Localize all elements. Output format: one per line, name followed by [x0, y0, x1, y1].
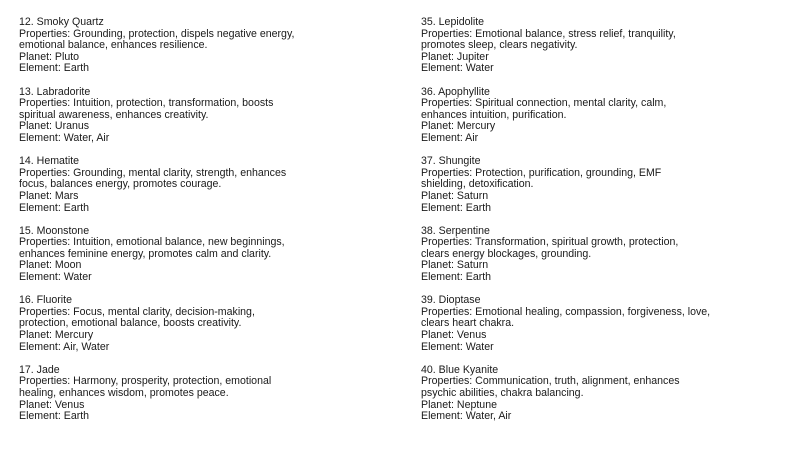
crystal-element: Element: Water, Air: [19, 131, 110, 144]
crystal-planet: Planet: Uranus: [19, 120, 90, 133]
crystal-entry-fluorite: [19, 295, 389, 353]
crystal-element: Element: Water: [421, 62, 494, 75]
crystal-properties: Properties: Grounding, protection, dispels negative energy,: [19, 27, 295, 40]
crystal-title: 38. Serpentine: [421, 224, 490, 237]
crystal-properties: Properties: Transformation, spiritual growth, protection,: [421, 236, 679, 249]
crystal-planet: Planet: Neptune: [421, 398, 497, 411]
left-column: [19, 17, 389, 434]
crystal-properties: clears energy blockages, grounding.: [421, 247, 592, 260]
crystal-planet: Planet: Saturn: [421, 259, 489, 272]
crystal-properties: Properties: Emotional healing, compassion, forgiveness, love,: [421, 305, 711, 318]
crystal-planet: Planet: Saturn: [421, 189, 489, 202]
crystal-properties: promotes sleep, clears negativity.: [421, 39, 578, 52]
crystal-title: 40. Blue Kyanite: [421, 363, 499, 376]
crystal-element: Element: Water: [421, 340, 494, 353]
crystal-properties: Properties: Grounding, mental clarity, strength, enhances: [19, 166, 287, 179]
crystal-properties: emotional balance, enhances resilience.: [19, 39, 208, 52]
crystal-element: Element: Earth: [19, 201, 90, 214]
crystal-properties: Properties: Harmony, prosperity, protection, emotional: [19, 375, 272, 388]
crystal-properties: enhances intuition, purification.: [421, 108, 567, 121]
crystal-properties: Properties: Intuition, protection, transformation, boosts: [19, 97, 274, 110]
crystal-title: 39. Dioptase: [421, 294, 481, 307]
crystal-entry-smoky-quartz: [19, 17, 389, 75]
crystal-title: 15. Moonstone: [19, 224, 90, 237]
crystal-properties: Properties: Communication, truth, alignment, enhances: [421, 375, 680, 388]
crystal-properties: Properties: Spiritual connection, mental clarity, calm,: [421, 97, 667, 110]
crystal-properties: Properties: Emotional balance, stress relief, tranquility,: [421, 27, 676, 40]
crystal-element: Element: Earth: [421, 271, 492, 284]
crystal-properties: protection, emotional balance, boosts creativity.: [19, 317, 242, 330]
crystal-properties: shielding, detoxification.: [421, 178, 534, 191]
crystal-element: Element: Air: [421, 131, 479, 144]
crystal-properties: spiritual awareness, enhances creativity.: [19, 108, 209, 121]
crystal-element: Element: Earth: [421, 201, 492, 214]
right-column: [421, 17, 791, 434]
crystal-title: 36. Apophyllite: [421, 85, 490, 98]
crystal-title: 17. Jade: [19, 363, 60, 376]
crystal-element: Element: Earth: [19, 410, 90, 423]
crystal-properties: focus, balances energy, promotes courage.: [19, 178, 222, 191]
crystal-planet: Planet: Mercury: [421, 120, 496, 133]
crystal-properties: psychic abilities, chakra balancing.: [421, 387, 584, 399]
crystal-entry-hematite: [19, 156, 389, 214]
crystal-properties: healing, enhances wisdom, promotes peace.: [19, 387, 229, 399]
crystal-planet: Planet: Venus: [19, 398, 85, 411]
crystal-planet: Planet: Venus: [421, 329, 487, 342]
crystal-entry-apophyllite: [421, 87, 791, 145]
crystal-title: 37. Shungite: [421, 155, 481, 168]
crystal-planet: Planet: Mercury: [19, 329, 94, 342]
crystal-entry-dioptase: [421, 295, 791, 353]
crystal-element: Element: Earth: [19, 62, 90, 75]
crystal-element: Element: Water, Air: [421, 410, 512, 423]
crystal-properties: Properties: Focus, mental clarity, decision-making,: [19, 305, 255, 318]
crystal-entry-blue-kyanite: [421, 365, 791, 423]
crystal-entry-labradorite: [19, 87, 389, 145]
crystal-properties: Properties: Protection, purification, grounding, EMF: [421, 166, 662, 179]
crystal-entry-lepidolite: [421, 17, 791, 75]
crystal-planet: Planet: Mars: [19, 189, 79, 202]
crystal-title: 14. Hematite: [19, 155, 80, 168]
crystal-entry-moonstone: [19, 226, 389, 284]
crystal-element: Element: Water: [19, 271, 92, 284]
crystal-properties: clears heart chakra.: [421, 317, 515, 330]
crystal-entry-jade: [19, 365, 389, 423]
crystal-entry-shungite: [421, 156, 791, 214]
crystal-planet: Planet: Pluto: [19, 50, 80, 63]
crystal-planet: Planet: Jupiter: [421, 50, 489, 63]
crystal-title: 35. Lepidolite: [421, 16, 485, 28]
crystal-title: 16. Fluorite: [19, 294, 72, 307]
crystal-planet: Planet: Moon: [19, 259, 82, 272]
crystal-title: 12. Smoky Quartz: [19, 16, 104, 28]
crystal-properties: Properties: Intuition, emotional balance, new beginnings,: [19, 236, 285, 249]
crystal-title: 13. Labradorite: [19, 85, 91, 98]
crystal-entry-serpentine: [421, 226, 791, 284]
crystal-properties: enhances feminine energy, promotes calm and clarity.: [19, 247, 272, 260]
crystal-element: Element: Air, Water: [19, 340, 110, 353]
